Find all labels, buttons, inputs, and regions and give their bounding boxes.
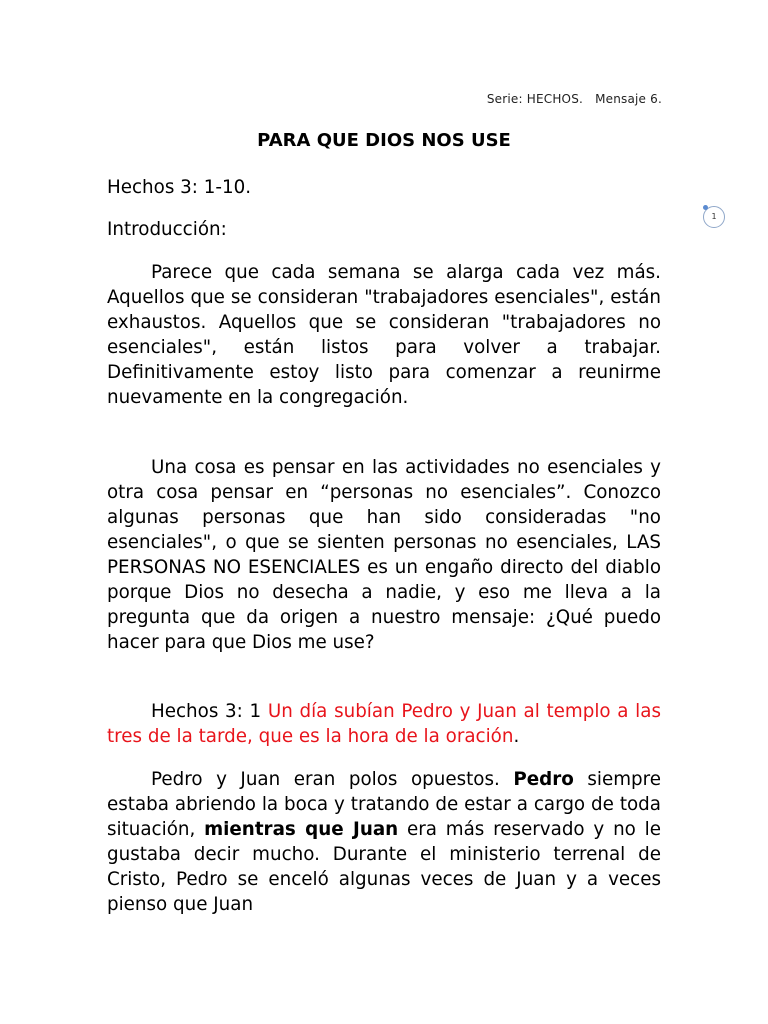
- verse-text: Un día subían Pedro y Juan al templo a las tres de la tarde, que es la hora de la oración: [107, 701, 661, 747]
- paragraph-4-part-2: siempre estaba abriendo la boca y tratando de estar a cargo de toda situación,: [107, 769, 661, 840]
- series-label: Serie: HECHOS. Mensaje 6.: [486, 92, 662, 106]
- paragraph-4-part-1: Pedro y Juan eran polos opuestos.: [151, 769, 514, 790]
- paragraph-4: [107, 767, 661, 917]
- comment-anchor-dot: [703, 205, 708, 210]
- document-title: PARA QUE DIOS NOS USE: [257, 130, 511, 151]
- paragraph-1: Parece que cada semana se alarga cada vez más. Aquellos que se consideran "trabajadores esenciales", están exhaustos. Aquellos que se consideran "trabajadores no esenciales", están listos para volver a trabajar. Definitivamente estoy listo para comenzar a reunirme nuevamente en la congregación.: [107, 262, 661, 408]
- scripture-reference: Hechos 3: 1-10.: [107, 177, 252, 198]
- paragraph-4-bold-1: Pedro: [513, 769, 574, 790]
- paragraph-4-bold-2: mientras que Juan: [204, 819, 399, 840]
- comment-number: 1: [711, 212, 717, 221]
- intro-heading: Introducción:: [107, 219, 227, 240]
- paragraph-4-part-3: era más reservado y no le gustaba decir mucho. Durante el ministerio terrenal de Cristo, Pedro se enceló algunas veces de Juan y a veces pienso que Juan: [107, 819, 661, 915]
- verse-paragraph: [107, 699, 661, 749]
- verse-reference: Hechos 3: 1: [151, 701, 268, 722]
- paragraph-2: Una cosa es pensar en las actividades no esenciales y otra cosa pensar en “personas no esenciales”. Conozco algunas personas que han sido consideradas "no esenciales", o que se sienten personas no esenciales, LAS PERSONAS NO ESENCIALES es un engaño directo del diablo porque Dios no desecha a nadie, y eso me lleva a la pregunta que da origen a nuestro mensaje: ¿Qué puedo hacer para que Dios me use?: [107, 457, 661, 653]
- verse-end: .: [513, 726, 520, 747]
